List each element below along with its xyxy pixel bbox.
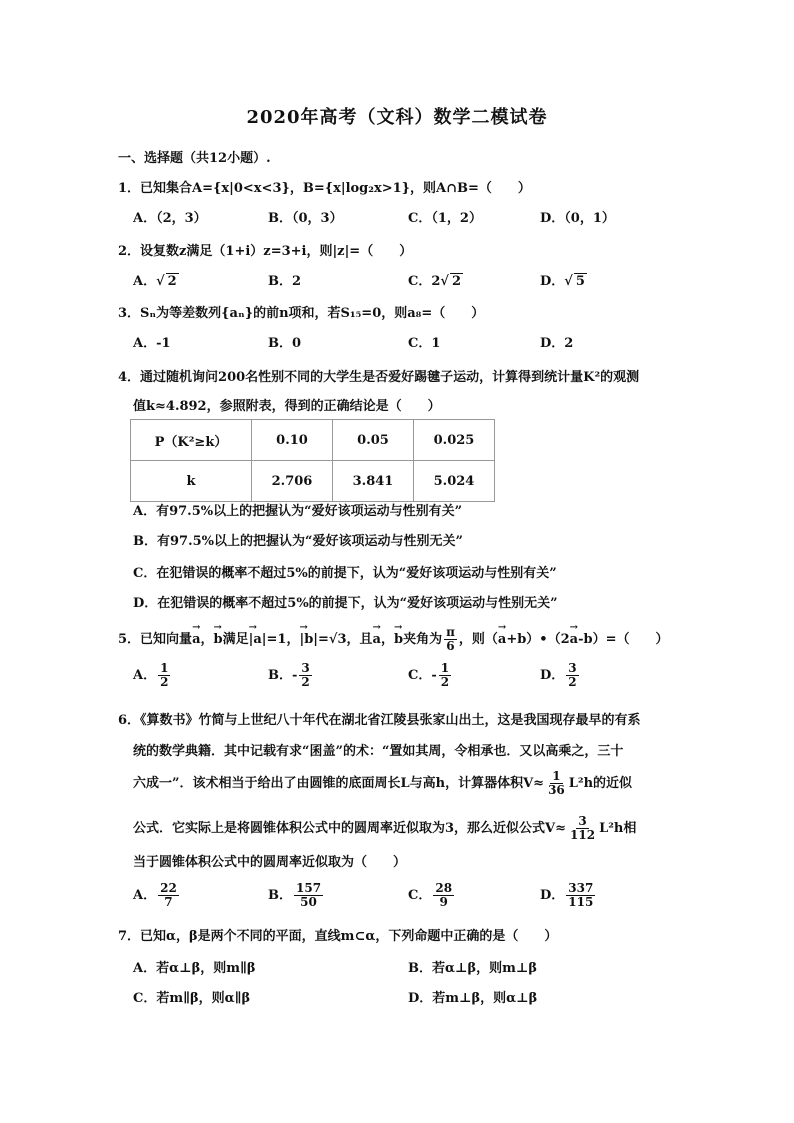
question-6-line2: 统的数学典籍．其中记载有求“囷盖”的术：“置如其周，令相承也．又以高乘之，三十 — [133, 744, 624, 759]
q4-option-d: D．在犯错误的概率不超过5%的前提下，认为“爱好该项运动与性别无关” — [133, 596, 558, 611]
denominator: 2 — [160, 675, 169, 689]
question-text: ，则（ — [458, 632, 498, 647]
section-heading: 一、选择题（共12小题）. — [118, 151, 271, 166]
reference-table — [130, 419, 495, 502]
table-cell: 2.706 — [252, 461, 333, 502]
question-number: 5． — [118, 632, 141, 647]
fraction — [439, 662, 451, 689]
numerator: 1 — [160, 661, 169, 675]
q5-option-a — [133, 662, 172, 689]
numerator: 3 — [568, 661, 577, 675]
option-label: A． — [133, 668, 157, 683]
option-label: C．- — [408, 668, 437, 683]
numerator: 3 — [301, 661, 310, 675]
option-label: C．2 — [408, 274, 441, 289]
question-4 — [118, 366, 639, 385]
table-cell: 3.841 — [333, 461, 414, 502]
fraction — [158, 882, 179, 909]
denominator: 115 — [568, 895, 594, 909]
denominator: 50 — [300, 895, 317, 909]
q7-option-d: D．若m⊥β，则α⊥β — [408, 991, 538, 1006]
fraction — [444, 626, 457, 653]
table-cell: 0.05 — [333, 420, 414, 461]
question-number: 2． — [118, 244, 141, 259]
option-label: D． — [540, 668, 565, 683]
numerator: 22 — [160, 881, 177, 895]
fraction — [546, 770, 567, 797]
numerator: 1 — [440, 661, 450, 675]
q1-option-b: B．（0，3） — [268, 211, 343, 226]
question-text: 已知向量 — [140, 632, 193, 647]
numerator: 337 — [568, 881, 594, 895]
question-7 — [118, 925, 557, 944]
question-text: ）=（ ） — [592, 632, 669, 647]
question-4-line2: 值k≈4.892，参照附表，得到的正确结论是（ ） — [133, 399, 441, 414]
radicand: 2 — [167, 274, 177, 289]
q1-option-d: D．（0，1） — [540, 211, 615, 226]
question-text: =√3，且 — [318, 632, 373, 647]
vector-diff: → a-b — [570, 632, 593, 647]
question-text: 通过随机询问200名性别不同的大学生是否爱好踢毽子运动，计算得到统计量K²的观测 — [140, 370, 640, 385]
question-text: 公式．它实际上是将圆锥体积公式中的圆周率近似取为3，那么近似公式V≈ — [133, 821, 567, 836]
q1-option-c: C．（1，2） — [408, 211, 482, 226]
question-text: Sₙ为等差数列{aₙ}的前n项和，若S₁₅=0，则a₈=（ ） — [140, 306, 485, 321]
denominator: 6 — [446, 639, 455, 653]
denominator: 2 — [301, 675, 310, 689]
fraction — [433, 882, 454, 909]
question-6-line4 — [133, 815, 636, 842]
question-text: 设复数z满足（1+i）z=3+i，则|z|=（ ） — [140, 244, 413, 259]
q4-option-c: C．在犯错误的概率不超过5%的前提下，认为“爱好该项运动与性别有关” — [133, 566, 557, 581]
question-number: 3． — [118, 306, 141, 321]
question-1 — [118, 177, 531, 196]
q2-option-c: C．2√ 2 — [408, 274, 461, 289]
table-row — [131, 461, 495, 502]
question-text: 夹角为 — [403, 632, 443, 647]
question-number: 7． — [118, 929, 141, 944]
q1-option-a: A．（2，3） — [133, 211, 207, 226]
numerator: π — [446, 625, 455, 639]
question-text: L²h相 — [599, 821, 637, 836]
denominator: 2 — [440, 675, 450, 689]
q5-option-b — [268, 662, 314, 689]
fraction — [568, 815, 597, 842]
question-text: 《算数书》竹简与上世纪八十年代在湖北省江陵县张家山出土，这是我国现存最早的有系 — [140, 713, 641, 728]
abs-vector-b: → |b| — [299, 632, 318, 647]
option-label: C． — [408, 888, 432, 903]
q7-option-b: B．若α⊥β，则m⊥β — [408, 961, 537, 976]
denominator: 9 — [439, 895, 448, 909]
q2-option-b: B．2 — [268, 274, 302, 289]
question-text: 已知集合A={x|0<x<3}，B={x|log₂x>1}，则A∩B=（ ） — [140, 181, 531, 196]
question-text: 满足 — [222, 632, 249, 647]
vector-sum: → a+b — [498, 632, 526, 647]
denominator: 36 — [548, 783, 565, 797]
question-6 — [118, 709, 641, 728]
table-cell: 0.025 — [414, 420, 495, 461]
question-3 — [118, 302, 484, 321]
q3-option-d: D．2 — [540, 336, 574, 351]
abs-vector-a: → |a| — [249, 632, 267, 647]
question-text: =1， — [266, 632, 300, 647]
q7-option-a: A．若α⊥β，则m∥β — [133, 961, 256, 976]
radicand: 2 — [451, 274, 461, 289]
fraction — [299, 662, 311, 689]
question-text: 已知α，β是两个不同的平面，直线m⊂α，下列命题中正确的是（ ） — [140, 929, 558, 944]
q5-option-c — [408, 662, 453, 689]
option-label: D． — [540, 274, 565, 289]
numerator: 1 — [552, 769, 561, 783]
question-6-line5: 当于圆锥体积公式中的圆周率近似取为（ ） — [133, 855, 407, 870]
q6-option-d — [540, 882, 597, 909]
numerator: 157 — [296, 881, 322, 895]
fraction — [158, 662, 170, 689]
q3-option-c: C．1 — [408, 336, 441, 351]
q5-option-d — [540, 662, 581, 689]
q6-option-c — [408, 882, 456, 909]
vector-a: → a — [373, 632, 381, 647]
vector-b: → b — [394, 632, 403, 647]
denominator: 112 — [570, 828, 596, 842]
table-cell: P（K²≥k） — [131, 420, 252, 461]
question-6-line3 — [133, 770, 632, 797]
q4-option-a: A．有97.5%以上的把握认为“爱好该项运动与性别有关” — [133, 504, 463, 519]
question-text: ）•（2 — [526, 632, 570, 647]
option-label: A． — [133, 888, 157, 903]
denominator: 2 — [568, 675, 577, 689]
question-number: 4． — [118, 370, 141, 385]
vector-a: → a — [192, 632, 200, 647]
question-text: 六成一”．该术相当于给出了由圆锥的底面周长L与高h，计算器体积V≈ — [133, 776, 545, 791]
question-5: 5．已知向量→ a，→ b满足→ |a|=1，→ |b|=√3，且→ a，→ b夹角为 $\frac{\pi}{6}$ ，则（→ a+b）•（2→ a-b）=（ ） — [118, 626, 668, 653]
page-title: 2020年高考（文科）数学二模试卷 — [246, 107, 548, 128]
table-cell: k — [131, 461, 252, 502]
numerator: 3 — [578, 814, 587, 828]
radicand: 5 — [575, 274, 585, 289]
table-cell: 5.024 — [414, 461, 495, 502]
numerator: 28 — [435, 881, 453, 895]
q3-option-b: B．0 — [268, 336, 302, 351]
q4-option-b: B．有97.5%以上的把握认为“爱好该项运动与性别无关” — [133, 534, 463, 549]
fraction — [294, 882, 323, 909]
fraction — [566, 662, 578, 689]
question-number: 6． — [118, 713, 141, 728]
denominator: 7 — [164, 895, 173, 909]
q2-option-a: A．√ 2 — [133, 274, 177, 289]
option-label: A． — [133, 274, 157, 289]
question-2 — [118, 240, 412, 259]
option-label: D． — [540, 888, 565, 903]
question-text: L²h的近似 — [568, 776, 633, 791]
q6-option-b — [268, 882, 325, 909]
question-number: 1． — [118, 181, 141, 196]
option-label: B．- — [268, 668, 298, 683]
table-cell: 0.10 — [252, 420, 333, 461]
q6-option-a — [133, 882, 181, 909]
option-label: B． — [268, 888, 292, 903]
q2-option-d: D．√ 5 — [540, 274, 585, 289]
q7-option-c: C．若m∥β，则α∥β — [133, 991, 251, 1006]
q3-option-a: A．-1 — [133, 336, 171, 351]
fraction — [566, 882, 595, 909]
vector-b: → b — [214, 632, 223, 647]
table-row — [131, 420, 495, 461]
